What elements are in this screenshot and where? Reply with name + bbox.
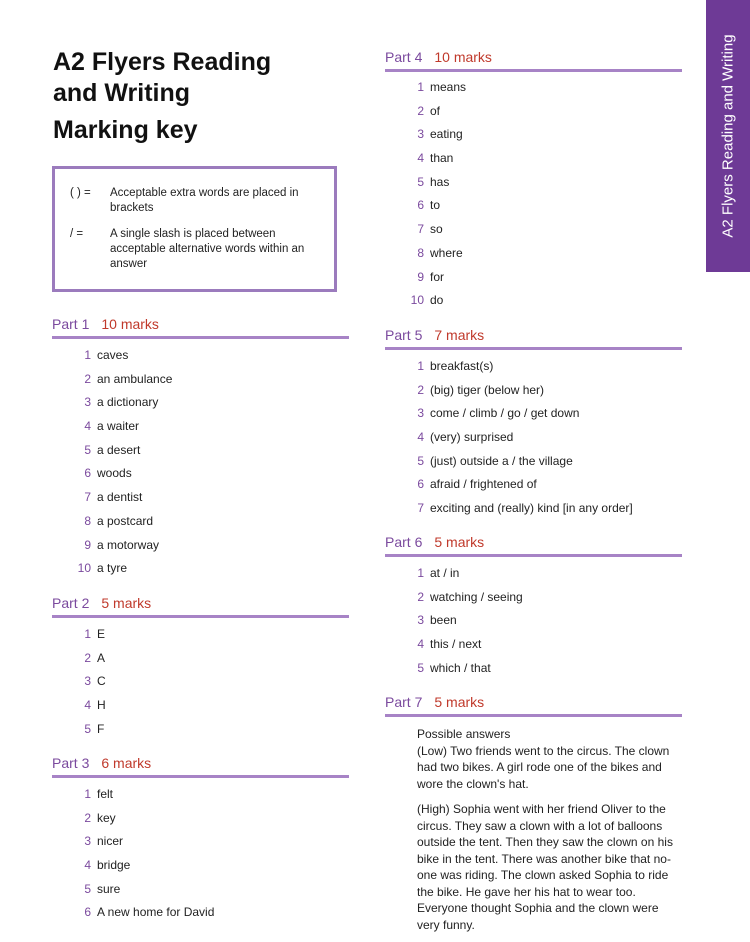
answer-item: 5 sure [84, 881, 121, 896]
part-marks: 7 marks [434, 327, 485, 343]
answer-item: 8 a postcard [84, 513, 154, 528]
part-6-answers [408, 562, 678, 680]
answer-item: 1 at / in [417, 566, 460, 580]
answer-item: 4 than [417, 151, 454, 166]
part-marks: 5 marks [434, 534, 485, 550]
answer-item: 2 an ambulance [84, 371, 173, 386]
answer-item: 7 so [417, 222, 443, 237]
low-label: (Low) [417, 743, 448, 758]
answer-item: 6 A new home for David [84, 905, 215, 920]
part-7-answers [417, 726, 682, 942]
part-5-answers [408, 355, 678, 521]
answer-item: 4 a waiter [84, 419, 140, 434]
part-label: Part 4 [385, 49, 423, 65]
part-label: Part 1 [52, 316, 90, 332]
part-3-heading [52, 753, 151, 773]
answer-item: 6 afraid / frightened of [417, 477, 537, 492]
part-2-heading [52, 593, 151, 613]
answer-item: 3 come / climb / go / get down [417, 406, 580, 421]
part-label: Part 5 [385, 327, 423, 343]
part-7-heading [385, 692, 484, 712]
high-answer [417, 801, 682, 933]
part-marks: 5 marks [101, 595, 152, 611]
side-tab-label: A2 Flyers Reading and Writing [719, 34, 737, 238]
low-answer [417, 743, 682, 793]
answer-item: 4 (very) surprised [417, 430, 514, 445]
part-1-answers [75, 344, 345, 581]
answer-item: 3 eating [417, 127, 463, 142]
part-marks: 10 marks [101, 316, 159, 332]
side-tab [706, 0, 750, 272]
answer-item: 3 a dictionary [84, 395, 159, 410]
answer-item: 7 a dentist [84, 490, 143, 505]
part-3-answers [75, 783, 345, 925]
part-5-rule [385, 347, 682, 350]
part-1-rule [52, 336, 349, 339]
part-label: Part 6 [385, 534, 423, 550]
answer-item: 2 of [417, 103, 441, 118]
answer-item: 5 F [84, 721, 105, 736]
part-2-answers [75, 623, 345, 741]
answer-item: 9 for [417, 269, 445, 284]
low-text: Two friends went to the circus. The clown had two bikes. A girl rode one of the bikes and wore the clown's hat. [417, 743, 670, 791]
answer-item: 5 (just) outside a / the village [417, 453, 573, 468]
title-line-2: and Writing [53, 79, 191, 107]
legend-text: A single slash is placed between acceptable alternative words within an answer [110, 228, 305, 270]
part-4-answers [408, 76, 678, 313]
answer-item: 10 a tyre [77, 561, 128, 576]
answer-item: 3 been [417, 613, 457, 628]
answer-item: 7 exciting and (really) kind [in any order] [417, 501, 633, 516]
answer-item: 2 A [84, 650, 106, 665]
title-line-1: A2 Flyers Reading [53, 48, 272, 76]
answer-item: 6 woods [84, 466, 132, 481]
part-7-rule [385, 714, 682, 717]
part-label: Part 2 [52, 595, 90, 611]
part-4-heading [385, 47, 492, 67]
part-6-heading [385, 532, 484, 552]
answer-item: 1 means [417, 80, 467, 94]
page-title [53, 47, 333, 146]
answer-item: 1 felt [84, 787, 114, 801]
part-marks: 5 marks [434, 694, 485, 710]
legend-box [52, 166, 337, 292]
answer-item: 8 where [417, 245, 463, 260]
answer-item: 10 do [410, 293, 444, 308]
answer-item: 2 (big) tiger (below her) [417, 382, 545, 397]
legend-symbol: ( ) = [70, 187, 91, 199]
part-1-heading [52, 314, 159, 334]
answer-item: 3 nicer [84, 834, 124, 849]
answer-item: 5 a desert [84, 442, 141, 457]
part-marks: 6 marks [101, 755, 152, 771]
answer-item: 3 C [84, 674, 106, 689]
part-4-rule [385, 69, 682, 72]
part-marks: 10 marks [434, 49, 492, 65]
title-line-3: Marking key [53, 116, 198, 144]
answer-item: 6 to [417, 198, 441, 213]
answer-item: 1 E [84, 627, 106, 641]
part-5-heading [385, 325, 484, 345]
answer-item: 5 which / that [417, 660, 491, 675]
legend-text: Acceptable extra words are placed in brackets [110, 187, 299, 214]
answer-item: 5 has [417, 174, 450, 189]
answer-item: 1 caves [84, 348, 129, 362]
answer-item: 4 bridge [84, 858, 131, 873]
answer-item: 9 a motorway [84, 537, 160, 552]
answer-item: 1 breakfast(s) [417, 359, 494, 373]
high-label: (High) [417, 802, 450, 816]
part-label: Part 7 [385, 694, 423, 710]
possible-answers-heading: Possible answers [417, 727, 511, 741]
answer-item: 4 H [84, 698, 106, 713]
answer-item: 4 this / next [417, 637, 482, 652]
part-6-rule [385, 554, 682, 557]
legend-symbol: / = [70, 228, 84, 240]
answer-item: 2 key [84, 810, 116, 825]
part-3-rule [52, 775, 349, 778]
answer-item: 2 watching / seeing [417, 589, 523, 604]
part-2-rule [52, 615, 349, 618]
high-text: Sophia went with her friend Oliver to the circus. They saw a clown with a lot of balloons outside the tent. Then they saw the clown on his bike in the tent. There was another bike that no-one was riding. The clown asked Sophia to ride the bike. He gave her his hat to wear too. Everyone thought Sophia and the clown were very funny. [417, 802, 673, 932]
part-label: Part 3 [52, 755, 90, 771]
